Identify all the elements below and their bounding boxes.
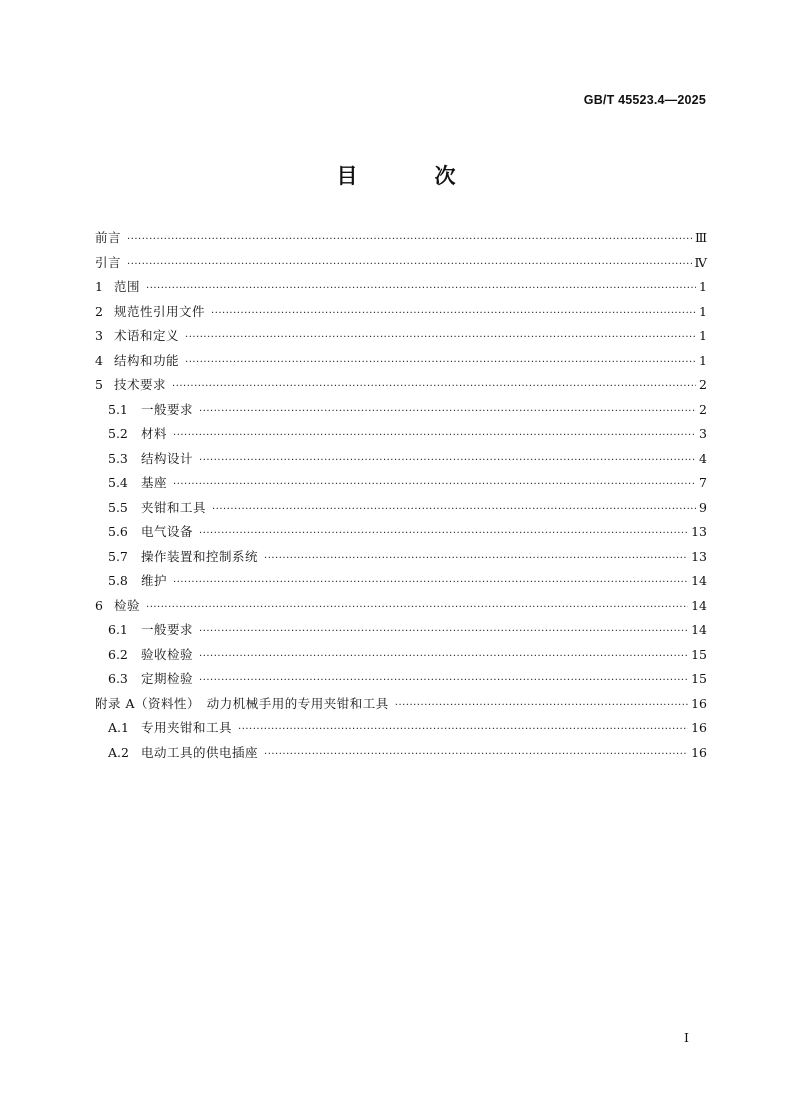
page-number: I bbox=[684, 1030, 689, 1045]
toc-entry-number: 6.1 bbox=[108, 622, 128, 637]
toc-entry[interactable] bbox=[95, 326, 707, 351]
toc-entry[interactable] bbox=[95, 351, 707, 376]
dot-leader bbox=[127, 234, 692, 245]
toc-entry[interactable] bbox=[95, 449, 707, 474]
toc-entry-label: 结构和功能 bbox=[114, 352, 180, 368]
toc-entry-number: 3 bbox=[95, 328, 103, 343]
toc-entry-page: 16 bbox=[691, 744, 707, 760]
toc-entry-label: 前言 bbox=[95, 230, 122, 245]
toc-entry[interactable] bbox=[95, 400, 707, 425]
dot-leader bbox=[173, 430, 696, 441]
toc-entry-page: 13 bbox=[691, 524, 707, 539]
dot-leader bbox=[146, 283, 696, 294]
toc-entry-page: 16 bbox=[691, 720, 707, 735]
toc-entry-page: 1 bbox=[699, 352, 707, 368]
dot-leader bbox=[185, 332, 696, 343]
toc-entry-label: 结构设计 bbox=[141, 450, 194, 466]
toc-entry-page: Ⅳ bbox=[694, 254, 707, 270]
standard-code: GB/T 45523.4—2025 bbox=[583, 93, 706, 107]
toc-entry-label: 检验 bbox=[114, 597, 141, 613]
toc-entry-number: 5.6 bbox=[108, 524, 128, 539]
dot-leader bbox=[199, 651, 688, 662]
toc-entry-label: 验收检验 bbox=[141, 646, 194, 662]
dot-leader bbox=[212, 504, 696, 515]
toc-entry[interactable] bbox=[95, 596, 707, 621]
toc-entry-label: 一般要求 bbox=[141, 622, 194, 637]
toc-entry-label: 技术要求 bbox=[114, 377, 167, 392]
dot-leader bbox=[199, 406, 696, 417]
toc-entry-number: 6.2 bbox=[108, 646, 128, 662]
toc-entry-number: 1 bbox=[95, 279, 103, 294]
toc-entry-number: 5.2 bbox=[108, 426, 128, 441]
dot-leader bbox=[173, 577, 688, 588]
toc-entry-label: 引言 bbox=[95, 254, 122, 270]
toc-entry[interactable] bbox=[95, 228, 707, 253]
toc-entry-label: 电气设备 bbox=[141, 524, 194, 539]
dot-leader bbox=[146, 602, 688, 613]
toc-entry-label: 操作装置和控制系统 bbox=[141, 548, 259, 564]
dot-leader bbox=[127, 259, 691, 270]
toc-entry-label: 规范性引用文件 bbox=[114, 303, 206, 319]
toc-entry-number: 5.8 bbox=[108, 573, 128, 588]
toc-entry-page: 7 bbox=[699, 475, 707, 490]
toc-entry[interactable] bbox=[95, 473, 707, 498]
table-of-contents bbox=[95, 228, 707, 767]
toc-entry[interactable] bbox=[95, 620, 707, 645]
toc-entry-page: 1 bbox=[699, 328, 707, 343]
toc-entry-page: 2 bbox=[699, 401, 707, 417]
toc-entry-page: 14 bbox=[691, 597, 707, 613]
toc-entry-label: 夹钳和工具 bbox=[141, 499, 207, 515]
toc-entry[interactable] bbox=[95, 571, 707, 596]
toc-entry[interactable] bbox=[95, 375, 707, 400]
toc-entry-label: 附录 A（资料性） 动力机械手用的专用夹钳和工具 bbox=[95, 695, 389, 711]
toc-entry-number: 5.4 bbox=[108, 475, 128, 490]
toc-entry-page: 15 bbox=[691, 671, 707, 686]
dot-leader bbox=[173, 479, 696, 490]
toc-entry-label: 材料 bbox=[141, 426, 168, 441]
toc-entry[interactable] bbox=[95, 718, 707, 743]
toc-entry-label: 范围 bbox=[114, 279, 141, 294]
dot-leader bbox=[199, 528, 688, 539]
dot-leader bbox=[211, 308, 696, 319]
toc-entry[interactable] bbox=[95, 424, 707, 449]
toc-entry[interactable] bbox=[95, 645, 707, 670]
toc-entry-number: 5.3 bbox=[108, 450, 128, 466]
toc-entry-page: 2 bbox=[699, 377, 707, 392]
toc-entry-number: 5.7 bbox=[108, 548, 128, 564]
toc-entry[interactable] bbox=[95, 743, 707, 768]
toc-entry-label: 电动工具的供电插座 bbox=[141, 744, 259, 760]
toc-entry-label: 一般要求 bbox=[141, 401, 194, 417]
toc-entry-label: 专用夹钳和工具 bbox=[141, 720, 233, 735]
toc-entry-label: 维护 bbox=[141, 573, 168, 588]
dot-leader bbox=[238, 724, 688, 735]
toc-entry-page: Ⅲ bbox=[694, 230, 707, 245]
dot-leader bbox=[199, 626, 688, 637]
toc-entry-number: 2 bbox=[95, 303, 103, 319]
dot-leader bbox=[199, 675, 688, 686]
toc-entry-page: 14 bbox=[691, 573, 707, 588]
toc-entry[interactable] bbox=[95, 253, 707, 278]
toc-entry-page: 4 bbox=[699, 450, 707, 466]
toc-entry[interactable] bbox=[95, 302, 707, 327]
toc-entry-number: 6.3 bbox=[108, 671, 128, 686]
toc-entry-page: 9 bbox=[699, 499, 707, 515]
toc-entry-number: 5.1 bbox=[108, 401, 128, 417]
dot-leader bbox=[264, 749, 688, 760]
toc-entry[interactable] bbox=[95, 669, 707, 694]
toc-entry-page: 1 bbox=[699, 279, 707, 294]
toc-entry[interactable] bbox=[95, 547, 707, 572]
toc-entry-page: 14 bbox=[691, 622, 707, 637]
toc-entry-label: 术语和定义 bbox=[114, 328, 180, 343]
toc-entry-page: 13 bbox=[691, 548, 707, 564]
toc-entry-number: 6 bbox=[95, 597, 103, 613]
dot-leader bbox=[172, 381, 696, 392]
toc-entry-number: 5.5 bbox=[108, 499, 128, 515]
toc-entry-number: A.2 bbox=[108, 744, 129, 760]
dot-leader bbox=[185, 357, 696, 368]
toc-entry[interactable] bbox=[95, 522, 707, 547]
toc-entry-label: 定期检验 bbox=[141, 671, 194, 686]
toc-entry-number: 5 bbox=[95, 377, 103, 392]
toc-entry-number: 4 bbox=[95, 352, 103, 368]
toc-entry-page: 16 bbox=[691, 695, 707, 711]
toc-entry[interactable] bbox=[95, 498, 707, 523]
dot-leader bbox=[199, 455, 696, 466]
toc-entry[interactable] bbox=[95, 277, 707, 302]
dot-leader bbox=[395, 700, 688, 711]
toc-entry-page: 3 bbox=[699, 426, 707, 441]
page-title: 目 次 bbox=[336, 164, 484, 188]
toc-entry-number: A.1 bbox=[108, 720, 129, 735]
dot-leader bbox=[264, 553, 688, 564]
toc-entry-page: 1 bbox=[699, 303, 707, 319]
toc-entry-label: 基座 bbox=[141, 475, 168, 490]
toc-entry-page: 15 bbox=[691, 646, 707, 662]
toc-entry[interactable] bbox=[95, 694, 707, 719]
